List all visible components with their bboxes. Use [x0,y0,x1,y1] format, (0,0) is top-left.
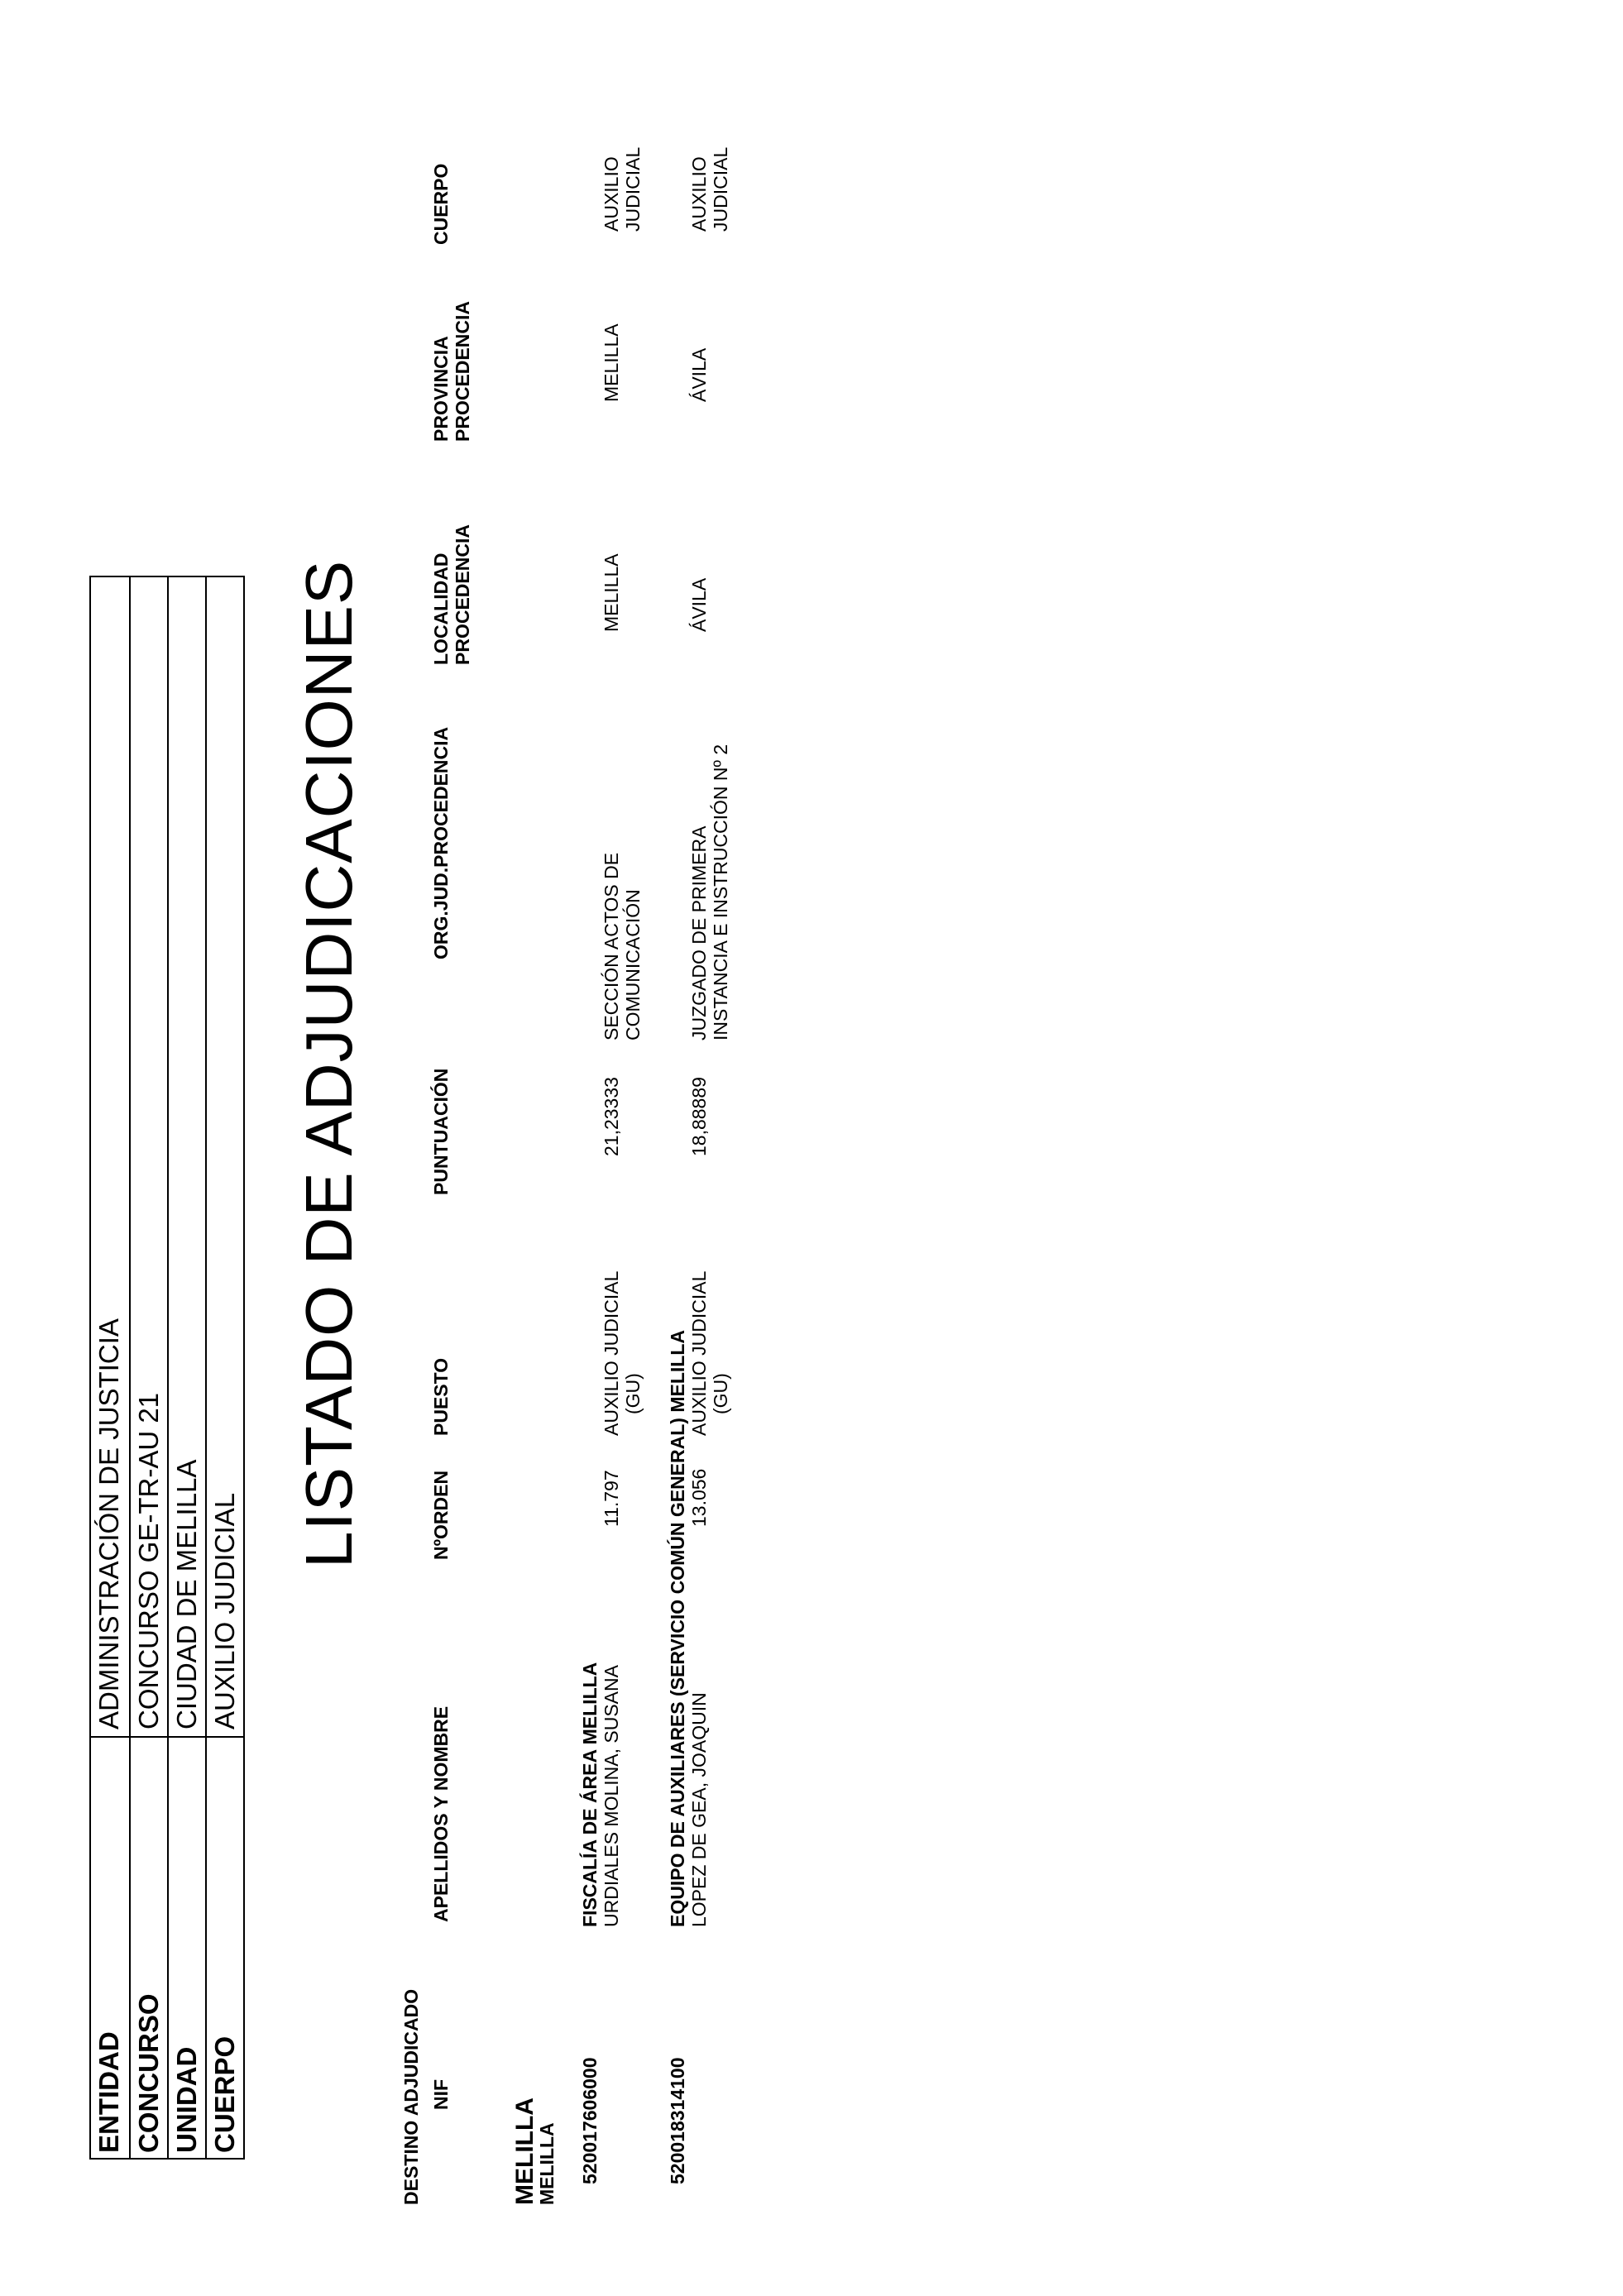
origin-court [601,853,644,1040]
origin-locality: MELILLA [601,553,622,632]
destination-code: 520018314100 [667,2057,688,2184]
position-line1: AUXILIO JUDICIAL [688,1270,710,1436]
col-provincia [430,301,473,442]
corps-line2: JUDICIAL [710,146,731,232]
position-line2: (GU) [622,1373,644,1414]
origin-court-line1: JUZGADO DE PRIMERA [688,825,710,1040]
page-title: LISTADO DE ADJUDICACIONES [292,559,366,1568]
origin-court-line1: SECCIÓN ACTOS DE [601,852,622,1040]
origin-province: MELILLA [601,323,622,402]
origin-province: ÁVILA [688,347,710,402]
col-org-jud: ORG.JUD.PROCEDENCIA [430,726,452,959]
header-row-entidad [91,577,129,2158]
corps-line2: JUDICIAL [622,146,644,232]
col-provincia-line1: PROVINCIA [430,336,452,442]
destino-header: DESTINO ADJUDICADO [400,1988,422,2205]
col-nif: NIF [430,2078,452,2110]
score: 21,23333 [601,1077,622,1156]
destination-name: FISCALÍA DE ÁREA MELILLA [579,1662,601,1927]
origin-court [688,744,731,1040]
corps-line1: AUXILIO [601,156,622,232]
col-puesto: PUESTO [430,1357,452,1436]
col-cuerpo: CUERPO [430,163,452,245]
position [688,1271,731,1436]
header-value: AUXILIO JUDICIAL [209,1492,240,1729]
col-provincia-line2: PROCEDENCIA [452,301,473,442]
header-value: ADMINISTRACIÓN DE JUSTICIA [93,1318,124,1729]
col-localidad-line1: LOCALIDAD [430,552,452,665]
header-row-concurso [129,577,167,2158]
col-localidad-line2: PROCEDENCIA [452,524,473,665]
header-label: CONCURSO [131,1736,167,2158]
position-line1: AUXILIO JUDICIAL [601,1270,622,1436]
origin-court-line2: COMUNICACIÓN [622,889,644,1040]
corps [601,147,644,232]
header-label: UNIDAD [169,1736,205,2158]
order-number: 13.056 [688,1468,710,1527]
employee-name: URDIALES MOLINA, SUSANA [601,1665,622,1927]
col-orden: NºORDEN [430,1470,452,1560]
position [601,1271,644,1436]
employee-name: LOPEZ DE GEA, JOAQUIN [688,1692,710,1927]
destination-name: EQUIPO DE AUXILIARES (SERVICIO COMÚN GENERAL) MELILLA [667,1330,688,1927]
header-row-unidad [167,577,205,2158]
origin-locality: ÁVILA [688,577,710,632]
header-value: CONCURSO GE-TR-AU 21 [133,1392,164,1729]
header-label: CUERPO [207,1736,243,2158]
col-localidad [430,524,473,665]
score: 18,88889 [688,1077,710,1156]
destination-code: 520017606000 [579,2057,601,2184]
header-row-cuerpo [205,577,243,2158]
corps [688,147,731,232]
header-info-box [89,576,245,2160]
province-label: MELILLA [511,2097,539,2205]
header-value: CIUDAD DE MELILLA [171,1459,202,1729]
order-number: 11.797 [601,1470,622,1527]
header-label: ENTIDAD [91,1736,129,2158]
origin-court-line2: INSTANCIA E INSTRUCCIÓN Nº 2 [710,744,731,1040]
col-puntuacion: PUNTUACIÓN [430,1068,452,1195]
col-apellidos: APELLIDOS Y NOMBRE [430,1705,452,1922]
position-line2: (GU) [710,1373,731,1414]
locality-label: MELILLA [536,2122,558,2205]
corps-line1: AUXILIO [688,156,710,232]
